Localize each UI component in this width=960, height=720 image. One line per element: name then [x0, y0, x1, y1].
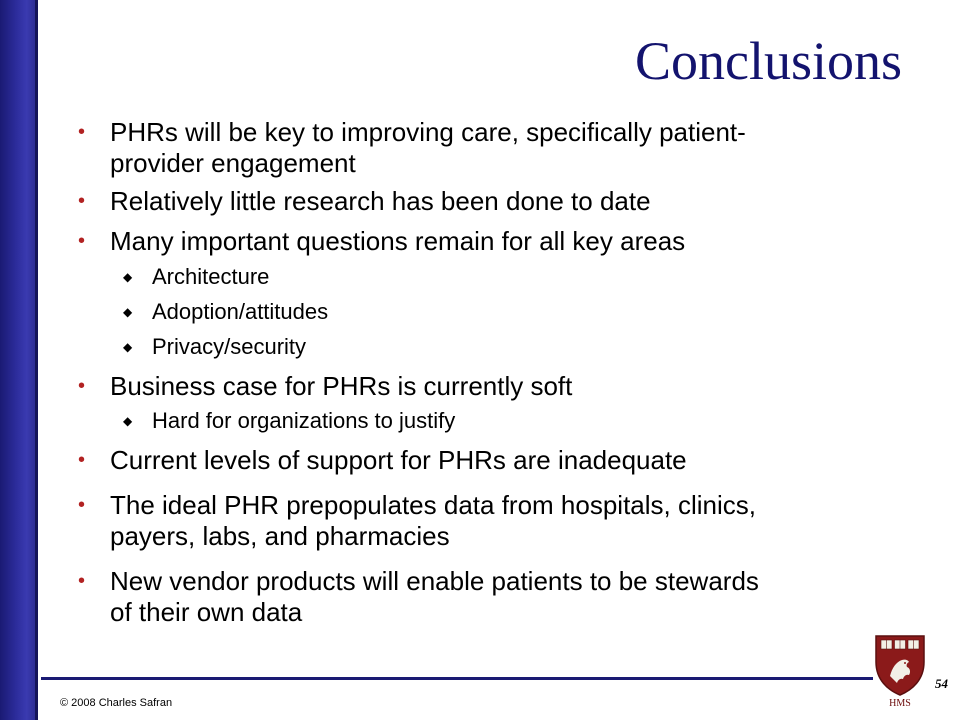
bullet-marker: •: [78, 230, 86, 252]
bullet-text: Relatively little research has been done to date: [110, 186, 651, 216]
bullet-text: of their own data: [110, 597, 303, 627]
shield-graphic: [872, 632, 928, 698]
bullet-item: [76, 445, 916, 476]
bullet-marker: •: [78, 449, 86, 471]
bullet-marker: •: [78, 190, 86, 212]
bullet-marker: •: [78, 494, 86, 516]
footer-divider: [41, 677, 873, 680]
bullet-item: [76, 371, 916, 402]
bullet-text: New vendor products will enable patients to be stewards: [110, 566, 759, 596]
bullet-text: Current levels of support for PHRs are inadequate: [110, 445, 687, 475]
sub-bullet-item: [76, 298, 916, 326]
diamond-bullet-icon: ◆: [123, 414, 133, 428]
copyright-text: © 2008 Charles Safran: [60, 697, 173, 709]
sub-bullet-text: Architecture: [152, 264, 270, 289]
sub-bullet-text: Adoption/attitudes: [152, 299, 329, 324]
sub-bullet-text: Privacy/security: [152, 334, 307, 359]
sub-bullet-item: [76, 407, 916, 435]
page-number: 54: [935, 676, 948, 691]
bullet-text: PHRs will be key to improving care, specifically patient-: [110, 117, 746, 147]
bullet-text: payers, labs, and pharmacies: [110, 521, 450, 551]
slide-title: Conclusions: [634, 31, 902, 91]
bullet-text: The ideal PHR prepopulates data from hospitals, clinics,: [110, 490, 756, 520]
diamond-bullet-icon: ◆: [123, 270, 133, 284]
bullet-text: Business case for PHRs is currently soft: [110, 371, 573, 401]
bullet-text: provider engagement: [110, 148, 356, 178]
bullet-item: [76, 186, 916, 217]
bullet-marker: •: [78, 570, 86, 592]
bullet-item: [76, 490, 916, 552]
sub-bullet-item: [76, 263, 916, 291]
harvard-medical-school-shield-icon: [872, 632, 928, 714]
sub-bullet-item: [76, 333, 916, 361]
bullet-item: [76, 117, 916, 179]
bullet-item: [76, 226, 916, 257]
bullet-marker: •: [78, 121, 86, 143]
sub-bullet-text: Hard for organizations to justify: [152, 408, 456, 433]
bullet-list: [76, 117, 916, 628]
bullet-marker: •: [78, 375, 86, 397]
left-accent-bar: [0, 0, 38, 720]
logo-caption: HMS: [889, 698, 911, 709]
bullet-text: Many important questions remain for all key areas: [110, 226, 686, 256]
diamond-bullet-icon: ◆: [123, 340, 133, 354]
diamond-bullet-icon: ◆: [123, 305, 133, 319]
bullet-item: [76, 566, 916, 628]
